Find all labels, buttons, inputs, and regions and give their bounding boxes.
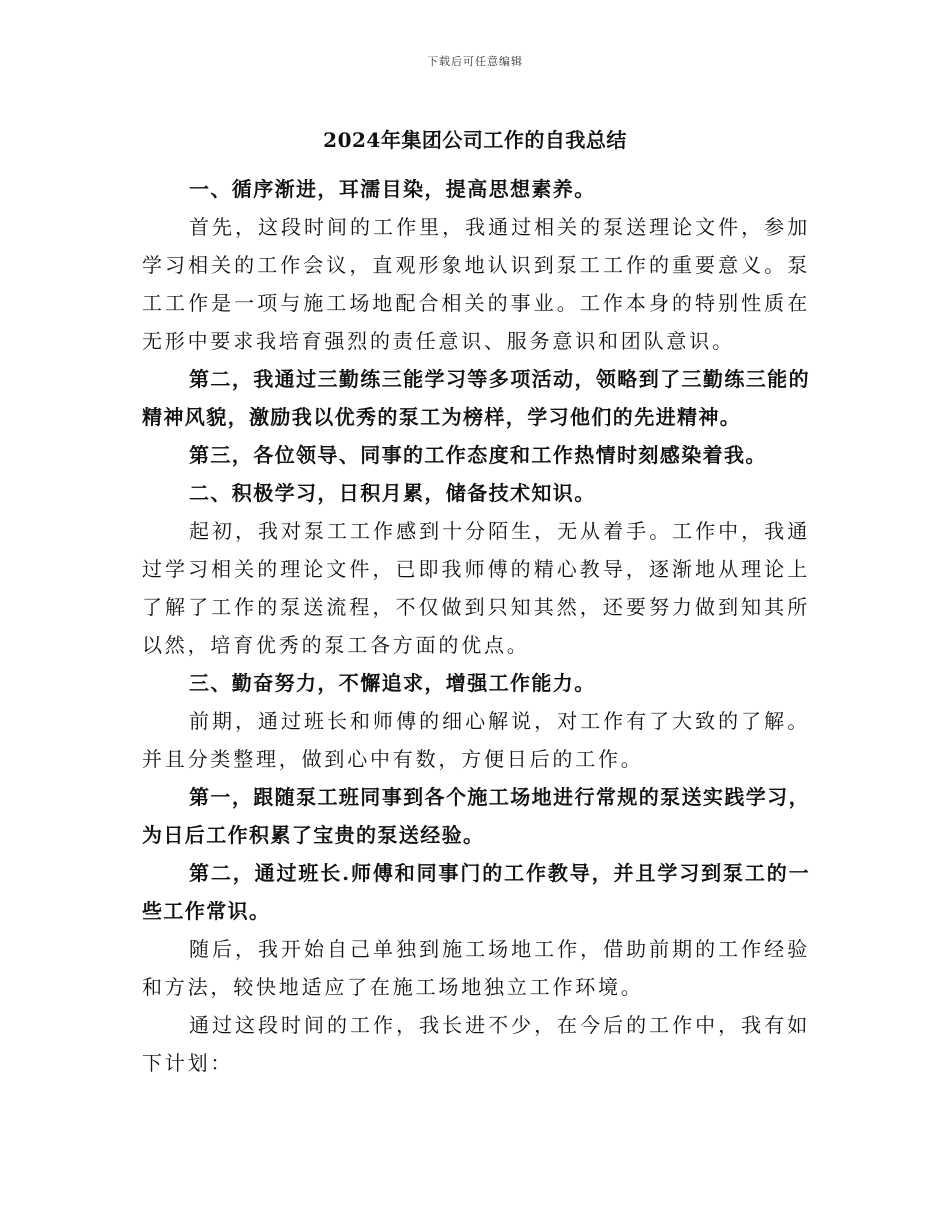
header-note: 下载后可任意编辑 — [427, 55, 523, 68]
bold-paragraph: 第一，跟随泵工班同事到各个施工场地进行常规的泵送实践学习，为日后工作积累了宝贵的泵送经验。 — [142, 785, 810, 847]
paragraph: 首先，这段时间的工作里，我通过相关的泵送理论文件，参加学习相关的工作会议，直观形象地认识到泵工工作的重要意义。泵工工作是一项与施工场地配合相关的事业。工作本身的特别性质在无形中要求我培育强烈的责任意识、服务意识和团队意识。 — [142, 215, 810, 353]
paragraph: 随后，我开始自己单独到施工场地工作，借助前期的工作经验和方法，较快地适应了在施工场地独立工作环境。 — [142, 937, 810, 999]
section-heading-1: 一、循序渐进，耳濡目染，提高思想素养。 — [189, 177, 596, 201]
section-heading-3: 三、勤奋努力，不懈追求，增强工作能力。 — [189, 671, 596, 695]
bold-paragraph: 第三，各位领导、同事的工作态度和工作热情时刻感染着我。 — [189, 443, 767, 467]
paragraph: 起初，我对泵工工作感到十分陌生，无从着手。工作中，我通过学习相关的理论文件，已即我师傅的精心教导，逐渐地从理论上了解了工作的泵送流程，不仅做到只知其然，还要努力做到知其所以然，培育优秀的泵工各方面的优点。 — [142, 519, 810, 657]
paragraph: 前期，通过班长和师傅的细心解说，对工作有了大致的了解。并且分类整理，做到心中有数，方便日后的工作。 — [142, 709, 810, 771]
bold-paragraph: 第二，通过班长.师傅和同事门的工作教导，并且学习到泵工的一些工作常识。 — [142, 861, 810, 923]
section-heading-2: 二、积极学习，日积月累，储备技术知识。 — [189, 481, 596, 505]
bold-paragraph: 第二，我通过三勤练三能学习等多项活动，领略到了三勤练三能的精神风貌，激励我以优秀的泵工为榜样，学习他们的先进精神。 — [142, 367, 810, 429]
document-title: 2024年集团公司工作的自我总结 — [323, 128, 627, 152]
paragraph: 通过这段时间的工作，我长进不少，在今后的工作中，我有如下计划： — [142, 1013, 810, 1075]
document-body — [142, 170, 810, 1082]
